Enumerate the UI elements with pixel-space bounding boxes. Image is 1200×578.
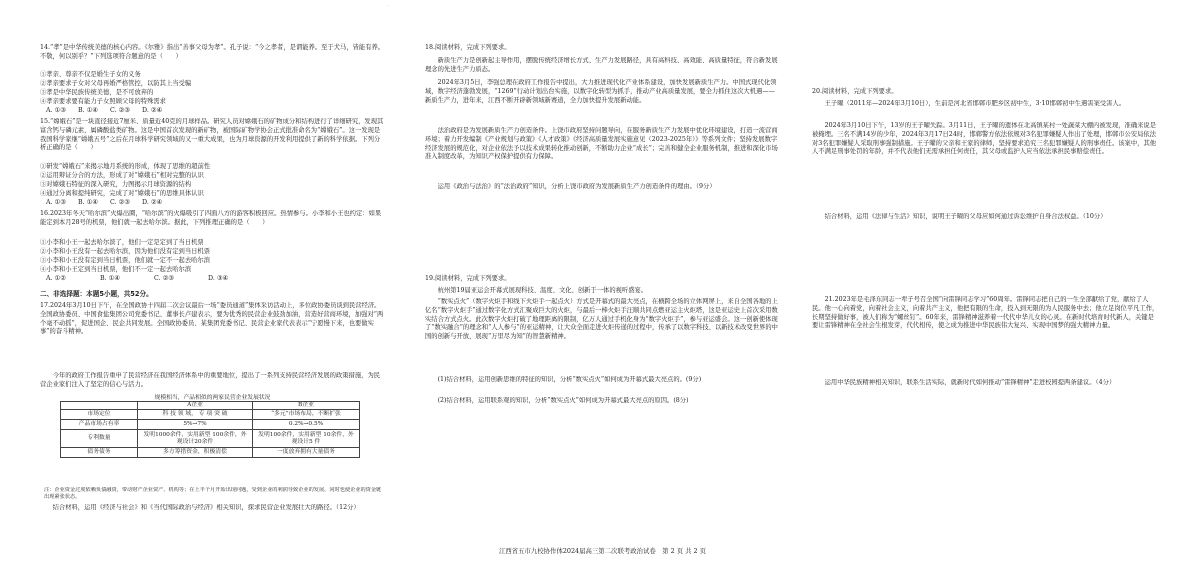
table-cell-r4c1: 债务债务 bbox=[61, 448, 138, 458]
q20-paragraph-1: 王子曜（2011年—2024年3月10日），生前是河北省邯郸市肥乡区初中生，3·10邯郸初中生遇害案受害人。 bbox=[824, 100, 1126, 107]
q15-item-3: ③对嫦娥石特征的深入研究，力图揭示月球资源的结构 bbox=[40, 181, 192, 188]
table-cell-r2c2: 5%→7% bbox=[138, 420, 253, 430]
q15-option-d[interactable]: D. ②④ bbox=[142, 199, 163, 206]
left-column bbox=[40, 0, 385, 578]
middle-column bbox=[425, 0, 780, 578]
q15-item-4: ④通过分离和提纯研究，完成了对“嫦娥石”的思维具体认识 bbox=[40, 190, 204, 197]
table-head-b: B企业 bbox=[252, 402, 359, 410]
table-head-blank bbox=[61, 402, 138, 410]
q15-stem: 15.“嫦娥石”是一块直径接近7厘米、质量近40克的月球样品。研究人员对嫦娥石的矿物成分和结构进行了详细研究，发现其富含钙与磷元素，属磷酸盐类矿物。这是中国首次发现的新矿物，被国际矿物学协会正式批准命名为“嫦娥石”。这一发现是我国科学家继“嫦娥五号”之后在月球科学研究领域的又一重大成果，也为月球资源的开发利用提供了新的科学依据。下列分析正确的是（ ） bbox=[40, 118, 384, 152]
q16-item-3: ③小李和小王没有定到当日机票，他们就一定不一起去哈尔滨 bbox=[40, 257, 211, 264]
q16-item-2: ②小李和小王没有一起去哈尔滨，因为他们没有定到当日机票 bbox=[40, 248, 211, 255]
q18-quote: 新质生产力是创新起主导作用，摆脱传统经济增长方式、生产力发展路径，具有高科技、高效能、高质量特征，符合新发展理念的先进生产力质态。 bbox=[425, 57, 778, 73]
q14-item-4: ④孝亲要求要有能力子女照顾父母的特殊需求 bbox=[40, 98, 166, 105]
q17-material-1: 17.2024年3月10日下午，在全国政协十四届二次会议最后一场“委员通道”集体采访活动上，多位政协委员谈到民营经济。全国政协委员、中国食盐集团公司党委书记、董事长卢建表示，要为优秀的民营企业鼓劲加油，营造好营商环境，加强对“两个毫不动摇”，促进国企、民企共同发展。全国政协委员、某集团党委书记、民营企业家代表表示“宁愿慢下来，也要做实事”的奋斗精神。 bbox=[40, 302, 384, 336]
q18-paragraph-1: 2024年3月5日，李强总理在政府工作报告中提出，大力推进现代化产业体系建设，加快发展新质生产力。中国式现代化领域，数字经济蓬勃发展，“1269”行动计划出台实施，以数字化转型为抓手，推动产业高质量发展，要全力抓住这次大机遇——新质生产力，进年来，江西不断开辟新领域新赛道，全力加快提升发展新动能。 bbox=[425, 79, 777, 104]
q19-task-1: (1)结合材料，运用创新思维的特征的知识，分析“数实点火”如何成为开幕式最大亮点的。(9分) bbox=[437, 376, 702, 383]
q20-heading: 20.阅读材料，完成下列要求。 bbox=[812, 88, 898, 95]
table-cell-r3c3: 发明100余件，实用新型 10余件，外观设计5 件 bbox=[252, 430, 359, 448]
q16-item-4: ④小李和小王定到当日机票，他们不一定一起去哈尔滨 bbox=[40, 266, 192, 273]
q16-option-b[interactable]: B. ①④ bbox=[100, 275, 120, 282]
q17-table-note: 注：企业资金过度依赖负债融资，带动财产企业资产、机构等；在上半个月开始出现问题，受到企业的利润导致企业的发展，同时也使企业的资金链出现紧张状态。 bbox=[44, 487, 382, 500]
q16-option-d[interactable]: D. ③④ bbox=[208, 275, 229, 282]
q16-stem: 16.2023年冬天“哈尔滨”火爆出圈，“哈尔滨”的火爆吸引了四面八方的游客积极回应。热情参与。小李和小王也约定：如果能定到本月28号的机票，他们就一起去哈尔滨。据此，下列推理正确的是（ ） bbox=[40, 210, 382, 226]
q21-task: 运用中华民族精神相关知识，联系生活实际，就新时代如何推动“雷锋精神”走进校园提两条建议。（4分） bbox=[824, 379, 1116, 386]
q14-option-b[interactable]: B. ①④ bbox=[78, 107, 98, 114]
q14-item-3: ③孝是中华民族传统美德，是不可放弃的 bbox=[40, 89, 154, 96]
q14-item-1: ①孝亲、尊亲不仅是婚生子女的义务 bbox=[40, 71, 141, 78]
table-cell-r2c3: 0.2%→0.5% bbox=[252, 420, 359, 430]
q16-option-c[interactable]: C. ②③ bbox=[154, 275, 174, 282]
q14-item-2: ②孝亲要求子女对父母再婚严格管控，以防其上当受骗 bbox=[40, 80, 192, 87]
q14-option-a[interactable]: A. ①③ bbox=[46, 107, 66, 114]
q16-item-1: ①小李和小王一起去哈尔滨了，他们一定是定到了当日机票 bbox=[40, 239, 204, 246]
q17-material-2: 今年的政府工作报告重申了民营经济在我国经济体系中的重要地位，提出了一系列支持民营经济发展的政策措施，为民营企业家们注入了坚定的信心与活力。 bbox=[40, 372, 381, 388]
q20-task: 结合材料，运用《法律与生活》知识，说明王子曜的父母应如何通过诉讼维护自身合法权益。（10分） bbox=[824, 213, 1107, 220]
q17-enterprise-table bbox=[60, 401, 360, 458]
q18-heading: 18.阅读材料，完成下列要求。 bbox=[425, 44, 511, 51]
table-cell-r1c3: “多元”市场布局，不断扩张 bbox=[252, 410, 359, 420]
q17-table-caption: 规模相当，产品相似的两家民营企业发展状况 bbox=[154, 395, 271, 401]
q15-option-c[interactable]: C. ②③ bbox=[110, 199, 130, 206]
q18-paragraph-2: 法治政府是为发展新质生产力创造条件。上饶市政府坚持问题导向，在服务新质生产力发展中优化环境建设，打造一流营商环境；着力开发编制《产业规划与政策》《人才政策》《经济高质量发展实施意见（2023-2025年）》等系列文件；坚持发展数字经济发展的规范化，对企业依法予以技术成果转化推动创新，不断助力企业“成长”；完善和健全企业服务机制，推进和深化市场准入制度改革，为知识产权保护提供有力保障。 bbox=[425, 127, 778, 161]
q15-item-1: ①研发“嫦娥石”来揭示地月系统的形成，体现了思维的超前性 bbox=[40, 163, 211, 170]
q20-paragraph-2: 2024年3月10日下午，13岁的王子曜失踪。3月11日，王子曜的遗体在北高镇某村一处蔬菜大棚内被发现，准确来说是被掩埋。三名不满14岁的少年，2024年3月17日24时，邯郸警方依法依规对3名犯罪嫌疑人作出了处理，邯郸市公安局依法对3名犯罪嫌疑人采取刑事强制措施。王子曜的父亲和王家的律师，坚持要求追究三名犯罪嫌疑人的刑事责任。该案中，其他人不满足刑事处罚的年龄，并不代表他们无需承担任何责任，其父母或监护人应当依法承担民事赔偿责任。 bbox=[812, 122, 1157, 156]
q19-heading: 19.阅读材料，完成下列要求。 bbox=[425, 275, 511, 282]
q21-material: 21.2023年是毛泽东同志一辈子号召全国“向雷锋同志学习”60周年。雷锋同志把自己的一生全部献给了党，献给了人民。他一心向着党，向着社会主义，向着共产主义，他把有限的生命，投入到无限的为人民服务中去；他立足岗位平凡工作，长期坚持做好事，被人们称为“螺丝钉”。60年来，雷锋精神滋养着一代代中华儿女的心灵。在新时代培育时代新人，关键是要让雷锋精神在全社会生根发芽，代代相传，使之成为推进中华民族伟大复兴、实现中国梦的强大精神力量。 bbox=[812, 296, 1159, 330]
table-cell-r4c2: 多方筹措资金，积极清偿 bbox=[138, 448, 253, 458]
table-cell-r3c2: 发明1000余件，实用新型 100余件，外观设计20余件 bbox=[138, 430, 253, 448]
q16-option-a[interactable]: A. ①② bbox=[46, 275, 66, 282]
q14-option-c[interactable]: C. ②③ bbox=[110, 107, 130, 114]
table-cell-r1c2: 科 技 领 域， 专 项 突 破 bbox=[138, 410, 253, 420]
right-column bbox=[812, 0, 1160, 578]
scan-mark: · bbox=[387, 3, 389, 9]
q19-paragraph-1: 杭州第19届亚运会开幕式展现科技、温度、文化、创新于一体的视听盛宴。 bbox=[437, 287, 648, 294]
table-cell-r2c1: 产品市场占有率 bbox=[61, 420, 138, 430]
page-footer: 江西省五市九校协作体2024届高三第二次联考政治试卷 第 2 页 共 2 页 bbox=[498, 547, 707, 555]
section-heading-nonchoice: 二、非选择题：本题5小题，共52分。 bbox=[40, 290, 153, 298]
table-head-a: A企业 bbox=[138, 402, 253, 410]
table-cell-r4c3: 一度放弃拥有大量债务 bbox=[252, 448, 359, 458]
q15-option-a[interactable]: A. ①③ bbox=[46, 199, 66, 206]
q17-task: 结合材料，运用《经济与社会》和《当代国际政治与经济》相关知识，探求民营企业发展壮大的路径。（12分） bbox=[52, 504, 360, 511]
table-cell-r1c1: 市场定位 bbox=[61, 410, 138, 420]
q14-stem: 14.“孝”是中华传统美德的核心内容。《尔雅》指出“善事父母为孝”。孔子说：“今之孝者，是谓能养。至于犬马，皆能有养。不敬，何以别乎？”下列选项符合题意的是（ ） bbox=[40, 44, 385, 60]
q15-option-b[interactable]: B. ①④ bbox=[78, 199, 98, 206]
q18-task: 运用《政治与法治》的“法治政府”知识，分析上饶市政府为发展新质生产力创造条件的理由。（9分） bbox=[437, 183, 716, 190]
q14-option-d[interactable]: D. ②④ bbox=[142, 107, 163, 114]
table-cell-r3c1: 专利数量 bbox=[61, 430, 138, 448]
q19-task-2: (2)结合材料，运用联系观的知识，分析“数实点火”如何成为开幕式最大亮点的原因。(8分) bbox=[437, 397, 689, 404]
q15-item-2: ②运用辩证分合的方法，形成了对“嫦娥石”相对完整的认识 bbox=[40, 172, 204, 179]
q19-paragraph-2: “数实点火”（数字火炬手和线下火炬手一起点火）方式是开幕式的最大亮点，在横跨全场的立体网屏上，来自全国各地的上亿名“数字火炬手”通过数字化方式汇聚成巨大的火炬，与最后一棒火炬手汪顺共同点燃亚运主火炬塔，这是亚运史上首次采用数实结合方式点火。此次数字火炬打破了地理距离的限制，亿万人通过手机化身为“数字火炬手”，参与亚运盛会。这一创新使体现了“数实融合”的理念和“人人参与”的亚运精神，让大众全面走进火炬传递的过程中，传承了以数字科技、以新技术改变世界的中国的创新与开放，展现“万里尽为知”的智慧新精神。 bbox=[425, 298, 778, 341]
